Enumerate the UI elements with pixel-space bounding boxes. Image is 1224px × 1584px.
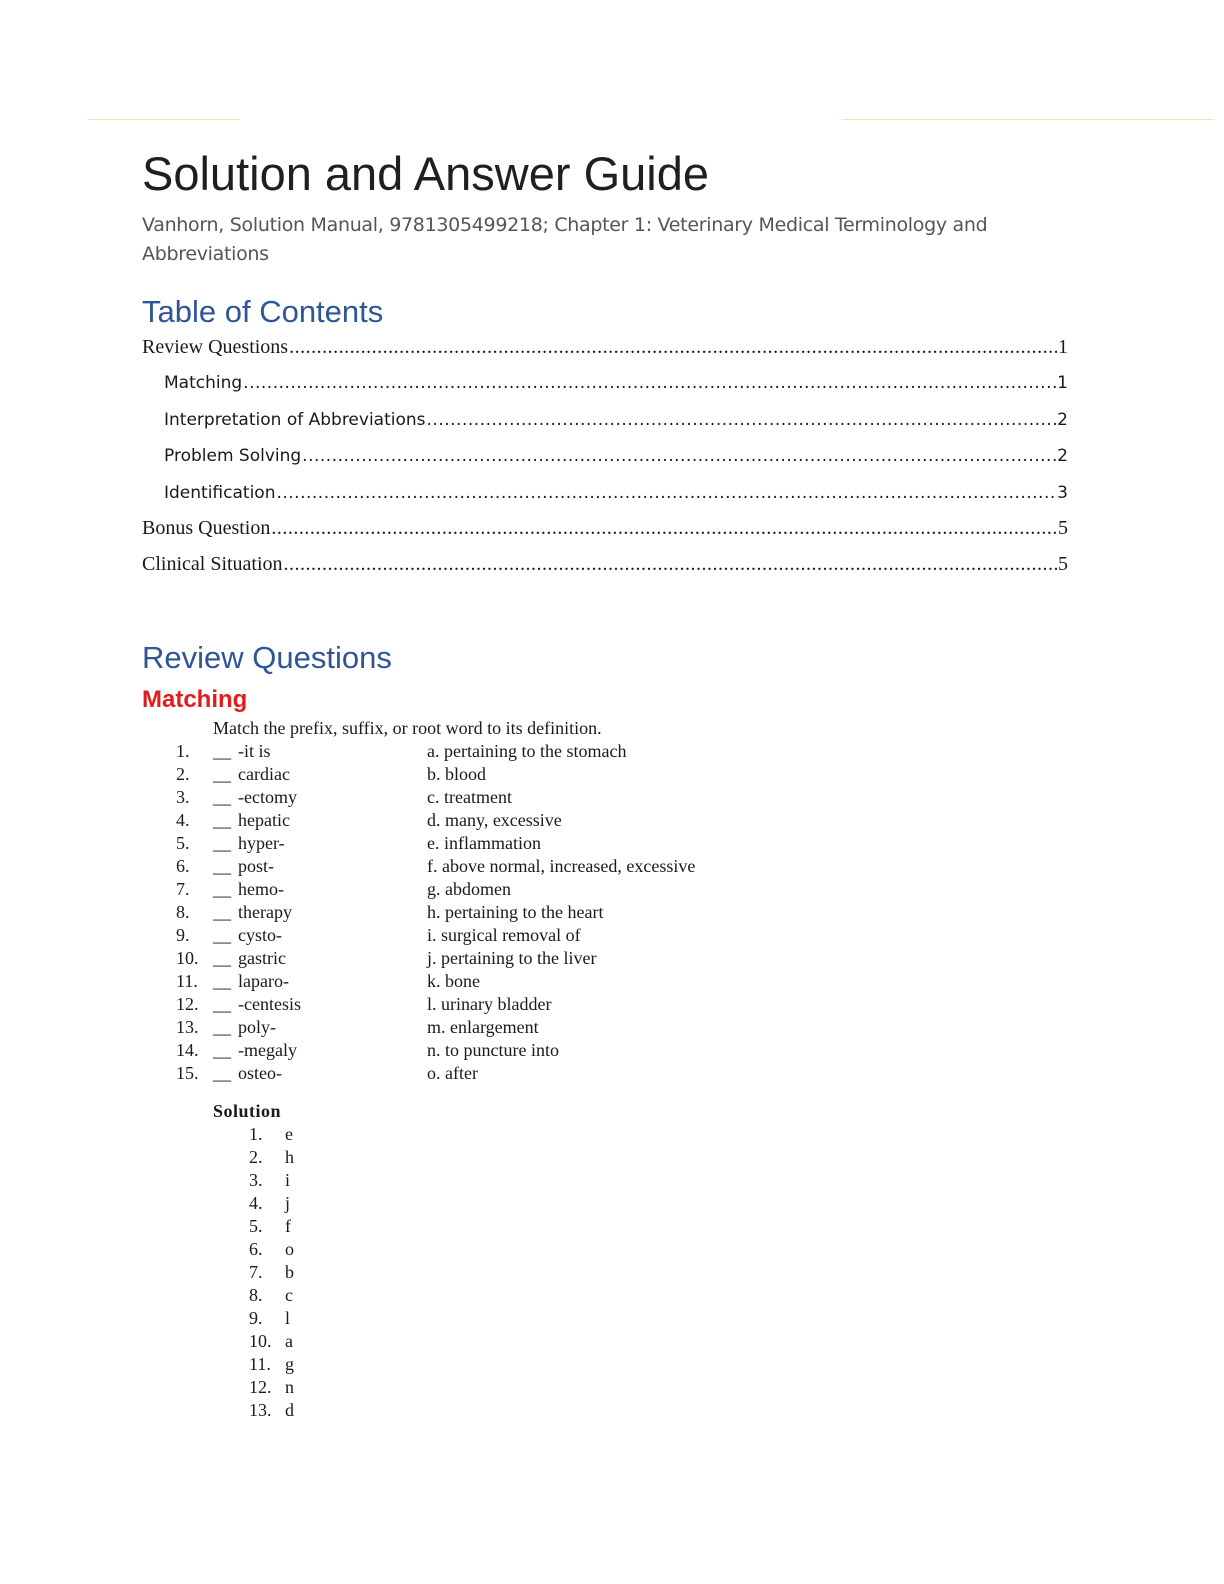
matching-item-number: 4. xyxy=(176,810,190,830)
toc-entry-bonus-question[interactable] xyxy=(142,517,1068,543)
matching-term: laparo- xyxy=(238,971,289,991)
matching-item-number: 15. xyxy=(176,1063,199,1083)
solution-number: 2. xyxy=(249,1147,263,1167)
matching-term: gastric xyxy=(238,948,286,968)
matching-item-number: 7. xyxy=(176,879,190,899)
toc-entry-page: 5 xyxy=(1058,517,1068,539)
solution-answer: b xyxy=(285,1262,294,1282)
solution-answer: l xyxy=(285,1308,291,1328)
matching-row xyxy=(0,764,1224,787)
solution-number: 1. xyxy=(249,1124,263,1144)
answer-blank: __ xyxy=(213,787,231,807)
matching-definition: h. pertaining to the heart xyxy=(427,902,604,922)
matching-term: hepatic xyxy=(238,810,290,830)
toc-leader-dots xyxy=(243,373,1056,393)
toc-leader-dots xyxy=(271,517,1057,540)
header-rule-left xyxy=(88,119,240,120)
matching-item-number: 6. xyxy=(176,856,190,876)
toc-entry-label: Matching xyxy=(164,373,243,393)
toc-leader-dots xyxy=(427,410,1057,430)
answer-blank: __ xyxy=(213,902,231,922)
toc-entry-review-questions[interactable] xyxy=(142,336,1068,362)
matching-item-number: 2. xyxy=(176,764,190,784)
matching-term: post- xyxy=(238,856,274,876)
toc-entry-page: 1 xyxy=(1058,336,1068,358)
matching-definition: m. enlargement xyxy=(427,1017,539,1037)
solution-label: Solution xyxy=(213,1101,282,1121)
toc-leader-dots xyxy=(302,446,1056,466)
solution-row xyxy=(0,1285,1224,1308)
matching-row xyxy=(0,902,1224,925)
toc-entry-label: Bonus Question xyxy=(142,517,271,539)
answer-blank: __ xyxy=(213,833,231,853)
matching-definition: j. pertaining to the liver xyxy=(427,948,597,968)
solution-answer: o xyxy=(285,1239,294,1259)
matching-row xyxy=(0,741,1224,764)
matching-row xyxy=(0,856,1224,879)
answer-blank: __ xyxy=(213,994,231,1014)
matching-definition: l. urinary bladder xyxy=(427,994,552,1014)
solution-number: 5. xyxy=(249,1216,263,1236)
document-title: Solution and Answer Guide xyxy=(142,147,709,200)
matching-term: osteo- xyxy=(238,1063,282,1083)
matching-item-number: 5. xyxy=(176,833,190,853)
matching-definition: n. to puncture into xyxy=(427,1040,559,1060)
matching-row xyxy=(0,1063,1224,1086)
solution-row xyxy=(0,1262,1224,1285)
matching-definition: o. after xyxy=(427,1063,478,1083)
matching-definition: g. abdomen xyxy=(427,879,511,899)
matching-item-number: 12. xyxy=(176,994,199,1014)
toc-entry-clinical-situation[interactable] xyxy=(142,553,1068,579)
solution-row xyxy=(0,1193,1224,1216)
matching-term: therapy xyxy=(238,902,292,922)
solution-number: 9. xyxy=(249,1308,263,1328)
solution-number: 11. xyxy=(249,1354,271,1374)
matching-row xyxy=(0,787,1224,810)
answer-blank: __ xyxy=(213,856,231,876)
matching-row xyxy=(0,1017,1224,1040)
matching-item-number: 9. xyxy=(176,925,190,945)
matching-row xyxy=(0,1040,1224,1063)
matching-row xyxy=(0,971,1224,994)
toc-entry-label: Interpretation of Abbreviations xyxy=(164,410,426,430)
section-heading-review-questions: Review Questions xyxy=(142,640,392,675)
answer-blank: __ xyxy=(213,741,231,761)
toc-entry-page: 2 xyxy=(1057,446,1068,466)
solution-row xyxy=(0,1170,1224,1193)
matching-definition: a. pertaining to the stomach xyxy=(427,741,627,761)
matching-item-number: 13. xyxy=(176,1017,199,1037)
solution-number: 4. xyxy=(249,1193,263,1213)
toc-entry-page: 3 xyxy=(1057,483,1068,503)
matching-term: cardiac xyxy=(238,764,290,784)
header-rule-right xyxy=(842,119,1214,120)
toc-entry-matching[interactable] xyxy=(164,373,1068,399)
matching-item-number: 14. xyxy=(176,1040,199,1060)
solution-row xyxy=(0,1400,1224,1423)
toc-entry-problem-solving[interactable] xyxy=(164,446,1068,472)
matching-row xyxy=(0,833,1224,856)
toc-entry-identification[interactable] xyxy=(164,483,1068,509)
solution-answer: n xyxy=(285,1377,294,1397)
matching-instruction: Match the prefix, suffix, or root word to its definition. xyxy=(213,718,602,738)
solution-row xyxy=(0,1216,1224,1239)
solution-number: 8. xyxy=(249,1285,263,1305)
matching-term: cysto- xyxy=(238,925,282,945)
toc-entry-label: Problem Solving xyxy=(164,446,302,466)
matching-term: -ectomy xyxy=(238,787,297,807)
matching-item-number: 1. xyxy=(176,741,190,761)
matching-term: hyper- xyxy=(238,833,285,853)
solution-number: 13. xyxy=(249,1400,272,1420)
solution-answer: h xyxy=(285,1147,294,1167)
matching-item-number: 8. xyxy=(176,902,190,922)
toc-entry-label: Clinical Situation xyxy=(142,553,283,575)
solution-answer: a xyxy=(285,1331,293,1351)
toc-entry-label: Review Questions xyxy=(142,336,289,358)
answer-blank: __ xyxy=(213,810,231,830)
toc-leader-dots xyxy=(284,553,1057,576)
toc-entry-page: 5 xyxy=(1058,553,1068,575)
answer-blank: __ xyxy=(213,948,231,968)
matching-item-number: 3. xyxy=(176,787,190,807)
matching-row xyxy=(0,948,1224,971)
solution-answer: c xyxy=(285,1285,293,1305)
toc-heading: Table of Contents xyxy=(142,294,384,329)
matching-definition: b. blood xyxy=(427,764,487,784)
matching-item-number: 11. xyxy=(176,971,198,991)
matching-row xyxy=(0,925,1224,948)
answer-blank: __ xyxy=(213,764,231,784)
answer-blank: __ xyxy=(213,879,231,899)
matching-definition: f. above normal, increased, excessive xyxy=(427,856,696,876)
solution-number: 6. xyxy=(249,1239,263,1259)
matching-row xyxy=(0,879,1224,902)
solution-row xyxy=(0,1354,1224,1377)
toc-entry-page: 2 xyxy=(1057,410,1068,430)
solution-row xyxy=(0,1331,1224,1354)
document-subtitle: Vanhorn, Solution Manual, 9781305499218; Chapter 1: Veterinary Medical Terminology and Abbreviations xyxy=(142,214,988,265)
matching-term: -centesis xyxy=(238,994,301,1014)
matching-term: -it is xyxy=(238,741,271,761)
solution-answer: d xyxy=(285,1400,294,1420)
answer-blank: __ xyxy=(213,1063,231,1083)
solution-answer: i xyxy=(285,1170,291,1190)
matching-definition: d. many, excessive xyxy=(427,810,562,830)
matching-term: poly- xyxy=(238,1017,276,1037)
answer-blank: __ xyxy=(213,971,231,991)
solution-row xyxy=(0,1308,1224,1331)
solution-answer: e xyxy=(285,1124,293,1144)
solution-row xyxy=(0,1377,1224,1400)
matching-definition: e. inflammation xyxy=(427,833,541,853)
matching-definition: k. bone xyxy=(427,971,480,991)
matching-definition: i. surgical removal of xyxy=(427,925,581,945)
toc-leader-dots xyxy=(289,336,1057,359)
solution-row xyxy=(0,1147,1224,1170)
toc-entry-label: Identification xyxy=(164,483,276,503)
solution-row xyxy=(0,1239,1224,1262)
solution-number: 10. xyxy=(249,1331,272,1351)
matching-row xyxy=(0,810,1224,833)
toc-leader-dots xyxy=(276,483,1056,503)
solution-row xyxy=(0,1124,1224,1147)
answer-blank: __ xyxy=(213,925,231,945)
answer-blank: __ xyxy=(213,1040,231,1060)
matching-definition: c. treatment xyxy=(427,787,512,807)
solution-answer: g xyxy=(285,1354,294,1374)
answer-blank: __ xyxy=(213,1017,231,1037)
matching-term: hemo- xyxy=(238,879,284,899)
solution-number: 7. xyxy=(249,1262,263,1282)
matching-term: -megaly xyxy=(238,1040,297,1060)
subsection-heading-matching: Matching xyxy=(142,686,248,713)
solution-answer: j xyxy=(285,1193,291,1213)
solution-number: 3. xyxy=(249,1170,263,1190)
solution-answer: f xyxy=(285,1216,291,1236)
matching-item-number: 10. xyxy=(176,948,199,968)
solution-number: 12. xyxy=(249,1377,272,1397)
matching-row xyxy=(0,994,1224,1017)
toc-entry-interpretation[interactable] xyxy=(164,410,1068,436)
toc-entry-page: 1 xyxy=(1057,373,1068,393)
